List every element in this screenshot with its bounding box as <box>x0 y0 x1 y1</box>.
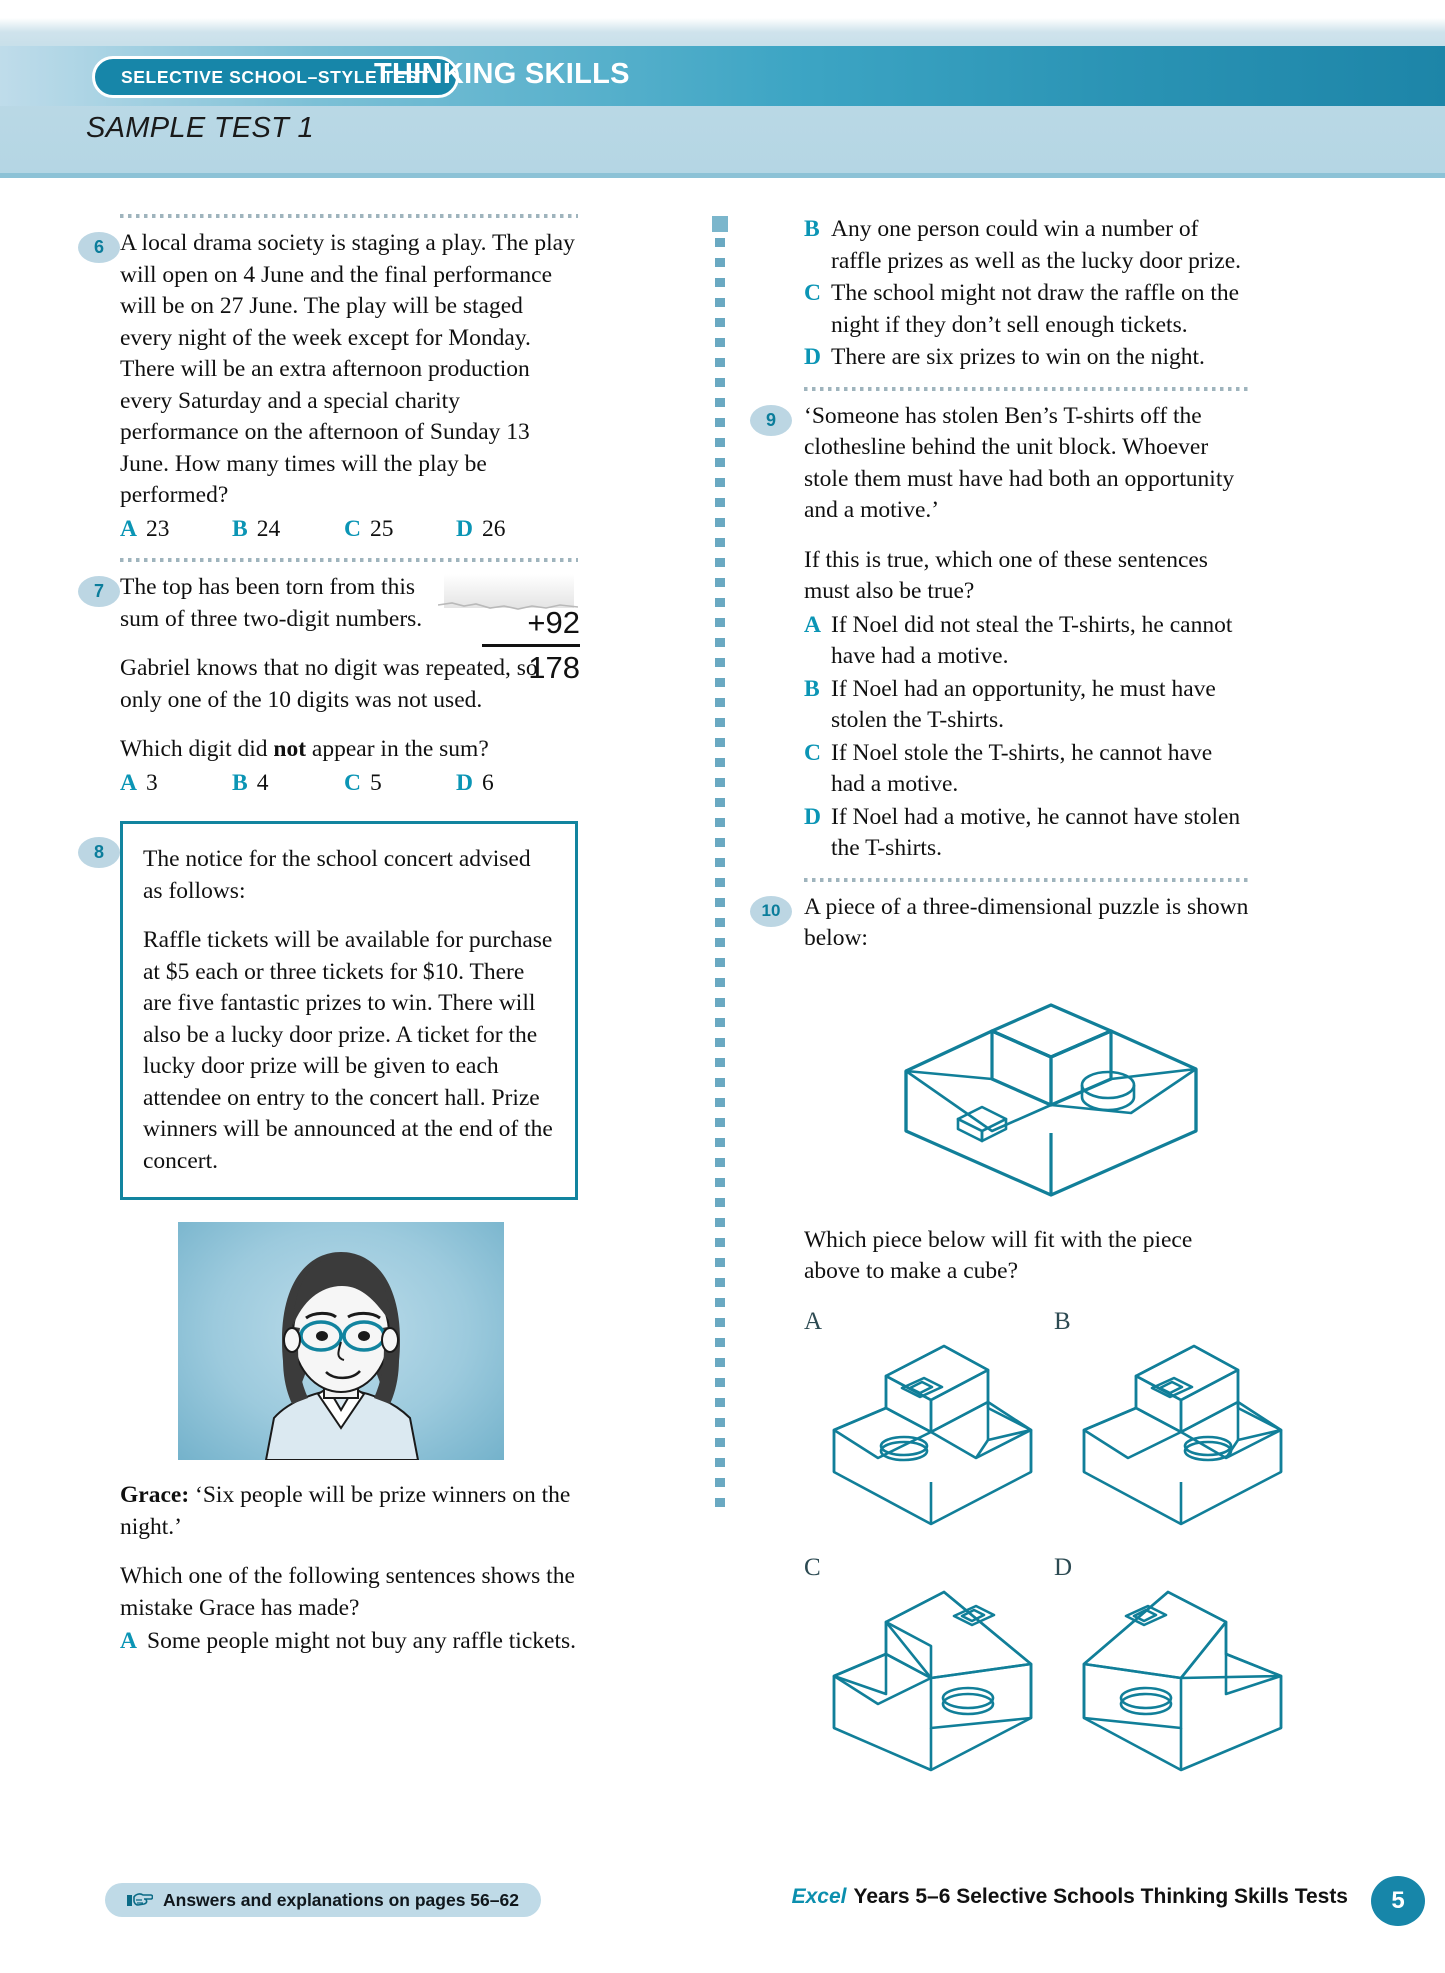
option-b[interactable] <box>804 214 1250 277</box>
girl-portrait-icon <box>178 1222 504 1460</box>
question-6 <box>78 228 578 545</box>
option-value: 3 <box>145 769 158 796</box>
puzzle-option-d-icon <box>1076 1558 1291 1773</box>
question-number-bubble: 9 <box>750 405 792 436</box>
option-a[interactable] <box>120 514 232 546</box>
question-text: A local drama society is staging a play. The play will open on 4 June and the final performance will be on 27 June. The play will be staged every night of the week except for Monday. There will be an extra afternoon production every Saturday and a special charity performance on the afternoon of Sunday 13 June. How many times will the play be performed? <box>120 230 575 508</box>
question-prompt: Which piece below will fit with the piece above to make a cube? <box>804 1226 1193 1284</box>
option-a[interactable] <box>120 1626 578 1658</box>
question-9 <box>750 401 1250 865</box>
question-prompt: Which one of the following sentences shows the mistake Grace has made? <box>120 1563 575 1621</box>
option-value: The school might not draw the raffle on the night if they don’t sell enough tickets. <box>831 280 1240 338</box>
option-value: 24 <box>256 515 281 542</box>
option-d[interactable] <box>804 802 1250 865</box>
option-value: 4 <box>256 769 269 796</box>
option-label: B <box>804 216 820 242</box>
question-8 <box>78 821 578 1658</box>
question-number-bubble: 8 <box>78 837 120 868</box>
speaker-quote: ‘Six people will be prize winners on the night.’ <box>120 1482 571 1540</box>
option-value: If Noel did not steal the T-shirts, he cannot have had a motive. <box>831 611 1233 669</box>
option-label: C <box>804 739 821 766</box>
option-label: A <box>804 611 821 638</box>
puzzle-option-b-icon <box>1076 1312 1291 1527</box>
option-label: A <box>804 1307 823 1335</box>
left-column <box>78 178 578 1658</box>
option-value: 26 <box>481 515 506 542</box>
book-title: Years 5–6 Selective Schools Thinking Skills Tests <box>853 1885 1348 1908</box>
option-label: C <box>804 280 821 306</box>
question-number-bubble: 7 <box>78 576 120 607</box>
page-header <box>0 0 1445 178</box>
answers-reference-text: Answers and explanations on pages 56–62 <box>163 1889 519 1910</box>
option-value: If Noel had a motive, he cannot have stolen the T-shirts. <box>831 803 1241 861</box>
option-label: D <box>1054 1553 1073 1581</box>
option-d[interactable] <box>804 342 1250 374</box>
option-a[interactable] <box>120 768 232 800</box>
option-label: D <box>804 803 821 830</box>
option-d[interactable] <box>456 514 568 546</box>
option-value: Some people might not buy any raffle tickets. <box>147 1628 577 1654</box>
page-body <box>0 178 1445 1858</box>
sum-rule <box>482 644 580 647</box>
page-number-badge: 5 <box>1371 1876 1425 1926</box>
question-text: ‘Someone has stolen Ben’s T-shirts off the clothesline behind the unit block. Whoever stole them must have had both an opportunity and a motive.’ <box>804 402 1235 523</box>
brand-name: Excel <box>791 1885 847 1908</box>
question-separator <box>120 558 578 562</box>
notice-intro: The notice for the school concert advised as follows: <box>143 846 531 904</box>
option-b[interactable] <box>232 768 344 800</box>
question-number-bubble: 10 <box>750 896 792 927</box>
option-value: If Noel stole the T-shirts, he cannot have had a motive. <box>831 739 1213 797</box>
prompt-emphasis: not <box>273 736 307 762</box>
torn-paper-sum <box>430 574 580 685</box>
answer-options <box>120 768 578 800</box>
isometric-puzzle-piece-icon <box>896 973 1206 1198</box>
option-d[interactable] <box>456 768 568 800</box>
option-label: A <box>120 769 137 796</box>
option-label: A <box>120 515 137 542</box>
book-reference <box>792 1885 1348 1909</box>
column-divider <box>712 216 728 1514</box>
option-label: C <box>344 769 361 796</box>
answers-reference-pill[interactable] <box>105 1883 541 1917</box>
option-label: D <box>804 344 821 370</box>
notice-box <box>120 821 578 1200</box>
question-8-options-continued <box>804 214 1250 374</box>
divider-dots <box>715 238 725 1514</box>
option-label: C <box>344 515 361 542</box>
page-footer <box>0 1858 1445 1973</box>
option-c[interactable] <box>344 768 456 800</box>
question-number-bubble: 6 <box>78 232 120 263</box>
answer-options <box>120 514 578 546</box>
option-a[interactable] <box>804 610 1250 673</box>
option-a[interactable] <box>804 1302 1054 1548</box>
puzzle-option-a-icon <box>826 1312 1041 1527</box>
option-c[interactable] <box>344 514 456 546</box>
test-type-badge: SELECTIVE SCHOOL–STYLE TEST <box>92 56 459 98</box>
option-c[interactable] <box>804 1548 1054 1794</box>
option-label: B <box>232 515 248 542</box>
option-value: There are six prizes to win on the night. <box>831 344 1205 370</box>
option-value: 6 <box>481 769 494 796</box>
question-prompt: If this is true, which one of these sentences must also be true? <box>804 546 1208 604</box>
option-label: A <box>120 1628 137 1654</box>
option-label: C <box>804 1553 821 1581</box>
option-label: B <box>232 769 248 796</box>
option-label: D <box>456 769 473 796</box>
right-column <box>750 178 1250 1794</box>
option-b[interactable] <box>232 514 344 546</box>
sum-addend: +92 <box>527 605 580 640</box>
question-text: The top has been torn from this sum of three two-digit numbers. <box>120 574 423 632</box>
pointing-hand-icon <box>127 1891 153 1909</box>
question-separator <box>120 214 578 218</box>
prompt-pre: Which digit did <box>120 736 274 762</box>
question-7 <box>78 572 578 799</box>
pointing-hand-glyph <box>127 1891 153 1909</box>
question-text: A piece of a three-dimensional puzzle is shown below: <box>804 893 1249 951</box>
answer-options <box>120 1626 578 1658</box>
option-label: B <box>1054 1307 1071 1335</box>
option-c[interactable] <box>804 278 1250 341</box>
question-separator <box>804 878 1250 882</box>
sample-test-title: SAMPLE TEST 1 <box>86 112 314 144</box>
sum-figures <box>430 604 580 687</box>
option-d[interactable] <box>1054 1548 1304 1794</box>
option-b[interactable] <box>1054 1302 1304 1548</box>
speaker-name: Grace: <box>120 1482 190 1508</box>
question-separator <box>804 387 1250 391</box>
question-prompt <box>120 734 578 766</box>
prompt-post: appear in the sum? <box>306 736 489 762</box>
notice-body: Raffle tickets will be available for purchase at $5 each or three tickets for $10. There are five fantastic prizes to win. There will also be a lucky door prize. A ticket for the lucky door prize will be given to each attendee on entry to the concert hall. Prize winners will be announced at the end of the concert. <box>143 927 553 1174</box>
speaker-quote-line <box>120 1480 578 1543</box>
puzzle-option-c-icon <box>826 1558 1041 1773</box>
sum-total: 178 <box>528 650 580 685</box>
option-value: 5 <box>369 769 382 796</box>
divider-cap <box>712 216 728 232</box>
answer-options <box>804 610 1250 865</box>
question-text-2: Gabriel knows that no digit was repeated, so only one of the 10 digits was not used. <box>120 655 538 713</box>
answer-options <box>804 214 1250 374</box>
option-label: D <box>456 515 473 542</box>
option-label: B <box>804 675 820 702</box>
option-value: Any one person could win a number of raffle prizes as well as the lucky door prize. <box>831 216 1241 274</box>
option-c[interactable] <box>804 738 1250 801</box>
question-10 <box>750 892 1250 1794</box>
answer-options <box>804 1302 1304 1794</box>
option-value: 23 <box>145 515 170 542</box>
puzzle-piece-figure <box>896 973 1206 1203</box>
option-value: 25 <box>369 515 394 542</box>
option-value: If Noel had an opportunity, he must have stolen the T-shirts. <box>831 675 1216 733</box>
option-b[interactable] <box>804 674 1250 737</box>
grace-illustration <box>178 1222 504 1460</box>
page-title: THINKING SKILLS <box>374 58 630 90</box>
